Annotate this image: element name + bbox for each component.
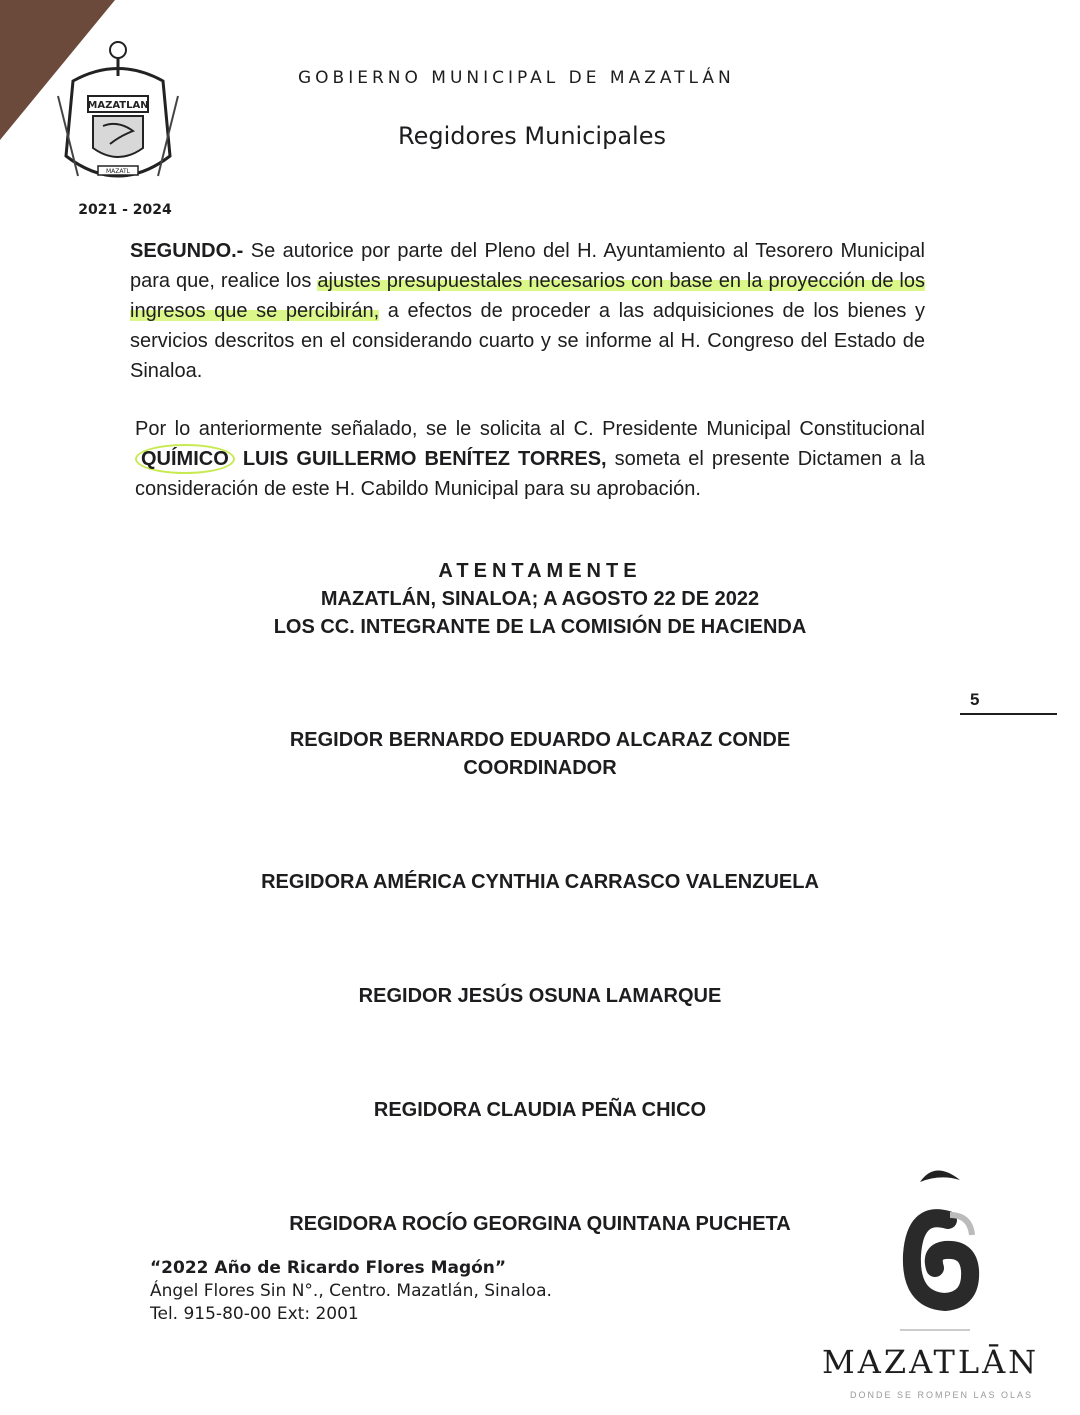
signatory-name: REGIDORA CLAUDIA PEÑA CHICO <box>373 1099 707 1121</box>
page-number-rule <box>960 713 1057 715</box>
segundo-lead: SEGUNDO.- <box>130 240 244 262</box>
seal-label-small: MAZATL <box>105 168 131 175</box>
paragraph-segundo <box>130 236 925 386</box>
mazatlan-wave-logo-icon <box>890 1160 980 1360</box>
municipal-seal-icon <box>48 36 188 196</box>
government-heading: GOBIERNO MUNICIPAL DE MAZATLÁN <box>298 68 735 88</box>
request-text-a: Por lo anteriormente señalado, se le solicita al C. Presidente Municipal Constitucional <box>135 418 925 440</box>
signatory-name: REGIDOR JESÚS OSUNA LAMARQUE <box>358 985 722 1007</box>
seal-years: 2021 - 2024 <box>78 202 172 218</box>
signatory-role: COORDINADOR <box>463 757 617 779</box>
signatory-name: REGIDOR BERNARDO EDUARDO ALCARAZ CONDE <box>289 729 791 751</box>
footer-motto: “2022 Año de Ricardo Flores Magón” <box>150 1258 507 1278</box>
paragraph-request <box>135 414 925 504</box>
place-date: MAZATLÁN, SINALOA; A AGOSTO 22 DE 2022 <box>320 588 760 610</box>
footer-phone: Tel. 915-80-00 Ext: 2001 <box>150 1304 359 1324</box>
highlighted-text: ajustes presupuestales necesarios con base en la proyección de los ingresos que se percibirán, <box>130 270 926 322</box>
segundo-text-a: Se autorice por parte del Pleno del H. Ayuntamiento al Tesorero Municipal para que, realice los <box>130 240 925 292</box>
segundo-text-b: a efectos de proceder a las adquisiciones de los bienes y servicios descritos en el considerando cuarto y se informe al H. Congreso del Estado de Sinaloa. <box>130 300 926 382</box>
office-heading: Regidores Municipales <box>398 122 666 150</box>
seal-label: MAZATLAN <box>87 100 149 111</box>
footer-address: Ángel Flores Sin N°., Centro. Mazatlán, Sinaloa. <box>150 1281 552 1301</box>
request-text-b: someta el presente Dictamen a la consideración de este H. Cabildo Municipal para su aprobación. <box>135 448 925 500</box>
footer <box>150 1257 552 1326</box>
circled-title: QUÍMICO <box>135 444 235 474</box>
signatory-name: REGIDORA ROCÍO GEORGINA QUINTANA PUCHETA <box>289 1213 791 1235</box>
brand-tagline: DONDE SE ROMPEN LAS OLAS <box>850 1390 1034 1400</box>
brand-wordmark: MAZATLĀN <box>822 1343 1040 1381</box>
signatory-name: REGIDORA AMÉRICA CYNTHIA CARRASCO VALENZUELA <box>261 871 819 893</box>
page-number: 5 <box>970 690 980 709</box>
president-name: LUIS GUILLERMO BENÍTEZ TORRES, <box>234 448 607 470</box>
salutation: ATENTAMENTE <box>438 560 642 582</box>
commission-line: LOS CC. INTEGRANTE DE LA COMISIÓN DE HACIENDA <box>273 616 807 638</box>
